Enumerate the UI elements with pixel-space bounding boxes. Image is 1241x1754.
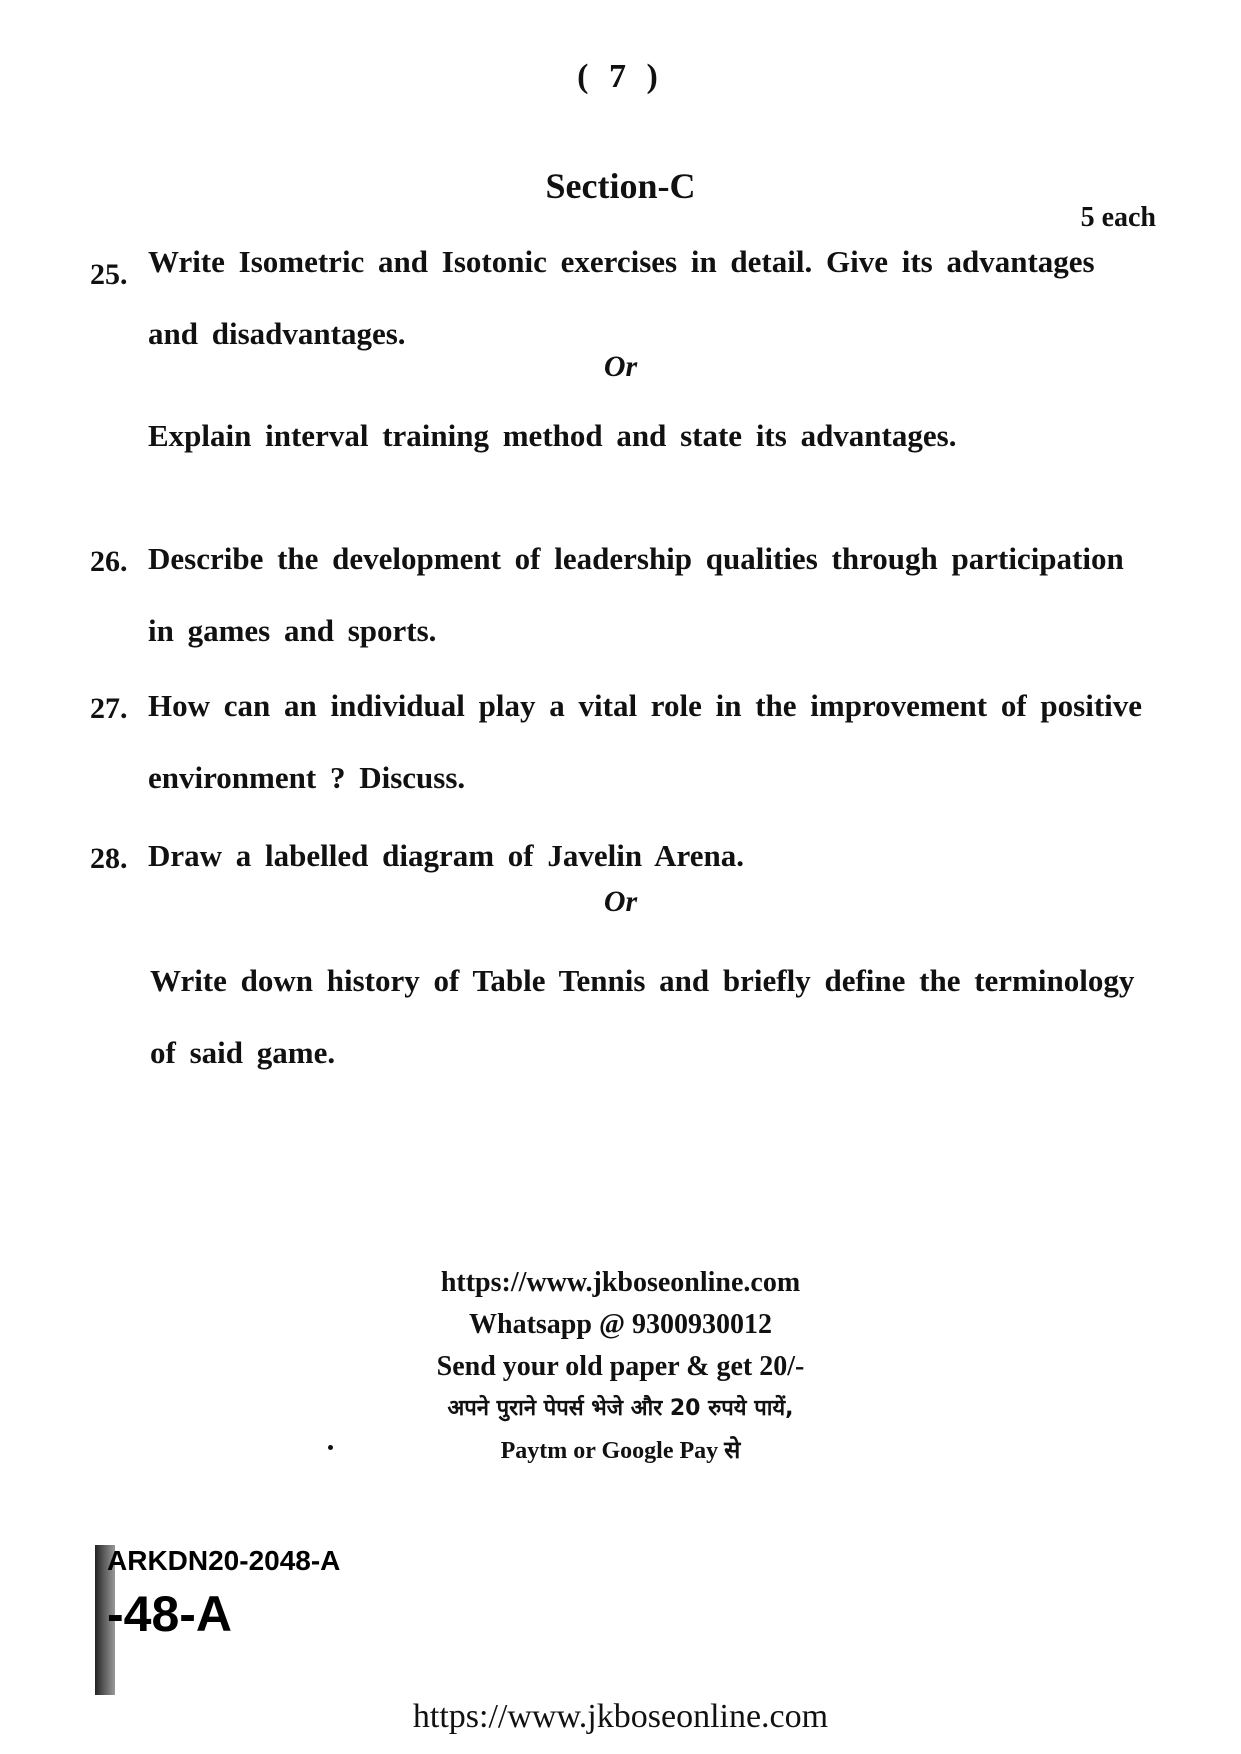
page-number: ( 7 ): [577, 58, 664, 95]
paper-code-line1: ARKDN20-2048-A: [107, 1545, 341, 1576]
question-number: 28.: [90, 842, 128, 875]
promo-offer: Send your old paper & get 20/-: [436, 1351, 805, 1382]
question-text: Describe the development of leadership qualities through participation in games and sports.: [148, 541, 1124, 648]
paper-code: [95, 1545, 395, 1695]
question-25-alternative: Explain interval training method and state its advantages.: [148, 418, 957, 453]
question-28-alternative: Write down history of Table Tennis and briefly define the terminology of said game.: [150, 963, 1135, 1070]
marks-label: 5 each: [1080, 202, 1156, 233]
question-text: Draw a labelled diagram of Javelin Arena.: [148, 838, 744, 873]
question-text: How can an individual play a vital role in the improvement of positive environment ? Discuss.: [148, 688, 1143, 795]
question-number: 27.: [90, 692, 128, 725]
question-number: 26.: [90, 545, 128, 578]
promo-hindi: अपने पुराने पेपर्स भेजे और 20 रुपये पायें,: [447, 1396, 794, 1421]
promo-url: https://www.jkboseonline.com: [440, 1267, 801, 1298]
or-separator: Or: [603, 350, 638, 383]
question-number: 25.: [90, 258, 128, 291]
paper-code-line2: -48-A: [107, 1586, 233, 1642]
question-text: Write Isometric and Isotonic exercises in detail. Give its advantages and disadvantages.: [148, 244, 1095, 351]
stray-dot: [328, 1445, 333, 1450]
promo-payment: Paytm or Google Pay से: [500, 1438, 741, 1464]
promo-block: [0, 1262, 1241, 1472]
or-separator: Or: [603, 885, 638, 918]
promo-whatsapp: Whatsapp @ 9300930012: [469, 1309, 772, 1340]
footer-url: https://www.jkboseonline.com: [412, 1698, 829, 1735]
section-title: Section-C: [545, 166, 696, 206]
